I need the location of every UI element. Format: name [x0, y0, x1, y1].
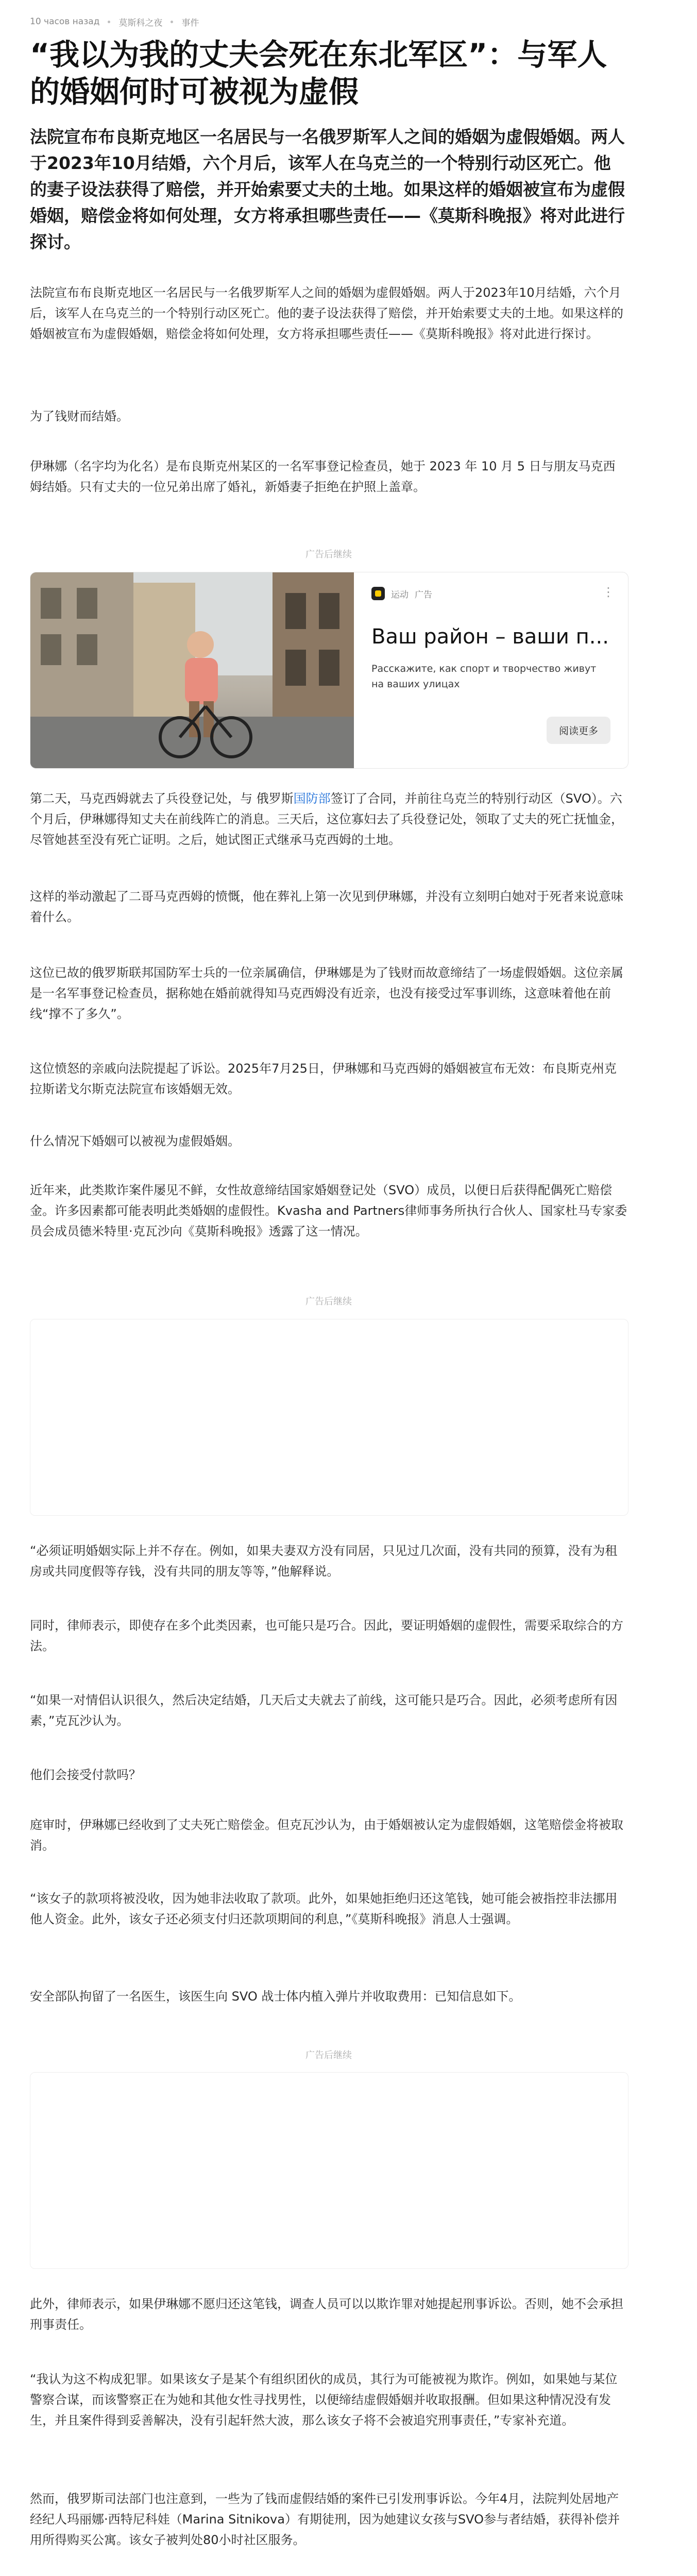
- ad-tag: 广告: [415, 589, 432, 600]
- ad-placeholder: [30, 2072, 628, 2269]
- paragraph-text: 签订了合同，并前往乌克兰的特别行动区（SVO）。六个月后，伊琳娜得知丈夫在前线阵亡的消息。三天后，这位寡妇去了兵役登记处，领取了丈夫的死亡抚恤金，尽管她甚至没有死亡证明。之后，她试图正式继承马克西姆的土地。: [30, 791, 623, 847]
- body-paragraph: [30, 788, 627, 850]
- more-dots-icon[interactable]: ⋮: [602, 585, 614, 599]
- article-lead: 法院宣布布良斯克地区一名居民与一名俄罗斯军人之间的婚姻为虚假婚姻。两人于2023年10月结婚，六个月后，该军人在乌克兰的一个特别行动区死亡。他的妻子设法获得了赔偿，并开始索要丈夫的土地。如果这样的婚姻被宣布为虚假婚姻，赔偿金将如何处理，女方将承担哪些责任——《莫斯科晚报》将对此进行探讨。: [30, 127, 625, 252]
- publish-time: 10 часов назад: [30, 16, 100, 27]
- ad-label: 广告后继续: [305, 2050, 352, 2061]
- body-paragraph: “如果一对情侣认识很久，然后决定结婚，几天后丈夫就去了前线，这可能只是巧合。因此，必须考虑所有因素，”克瓦沙认为。: [30, 1693, 618, 1728]
- ad-description: Расскажите, как спорт и творчество живут на ваших улицах: [371, 663, 597, 690]
- body-paragraph: 伊琳娜（名字均为化名）是布良斯克州某区的一名军事登记检查员，她于 2023 年 10 月 5 日与朋友马克西姆结婚。只有丈夫的一位兄弟出席了婚礼，新婚妻子拒绝在护照上盖章。: [30, 459, 616, 494]
- ad-card[interactable]: [30, 572, 628, 769]
- body-paragraph: “必须证明婚姻实际上并不存在。例如，如果夫妻双方没有同居，只见过几次面，没有共同的预算，没有为租房或共同度假等存钱，没有共同的朋友等等，”他解释说。: [30, 1544, 618, 1579]
- ad-placeholder: [30, 1319, 628, 1516]
- ad-title[interactable]: Ваш район – ваши п...: [371, 625, 609, 649]
- ad-label: 广告后继续: [305, 1296, 352, 1307]
- body-paragraph: 然而，俄罗斯司法部门也注意到，一些为了钱而虚假结婚的案件已引发刑事诉讼。今年4月，法院判处居地产经纪人玛丽娜·西特尼科娃（Marina Sitnikova）有期徒刑，因为她建议女孩与SVO参与者结婚，获得补偿并用所得购买公寓。该女子被判处80小时社区服务。: [30, 2492, 620, 2547]
- dot-separator-icon: [171, 21, 173, 23]
- ad-image[interactable]: [30, 572, 354, 768]
- body-paragraph: 庭审时，伊琳娜已经收到了丈夫死亡赔偿金。但克瓦沙认为，由于婚姻被认定为虚假婚姻，这笔赔偿金将被取消。: [30, 1818, 623, 1853]
- ad-photo-illustration: [30, 572, 354, 768]
- article-title: “我以为我的丈夫会死在东北军区”：与军人的婚姻何时可被视为虚假: [30, 37, 607, 109]
- body-paragraph: 这位愤怒的亲戚向法院提起了诉讼。2025年7月25日，伊琳娜和马克西姆的婚姻被宣布无效：布良斯克州克拉斯诺戈尔斯克法院宣布该婚姻无效。: [30, 1061, 617, 1096]
- ad-content[interactable]: [354, 572, 628, 768]
- body-paragraph: 法院宣布布良斯克地区一名居民与一名俄罗斯军人之间的婚姻为虚假婚姻。两人于2023年10月结婚，六个月后，该军人在乌克兰的一个特别行动区死亡。他的妻子设法获得了赔偿，并开始索要丈夫的土地。如果这样的婚姻被宣布为虚假婚姻，赔偿金将如何处理，女方将承担哪些责任——《莫斯科晚报》将对此进行探讨。: [30, 285, 623, 341]
- body-paragraph: 这位已故的俄罗斯联邦国防军士兵的一位亲属确信，伊琳娜是为了钱财而故意缔结了一场虚假婚姻。这位亲属是一名军事登记检查员，据称她在婚前就得知马克西姆没有近亲，也没有接受过军事训练，这意味着他在前线“撑不了多久”。: [30, 965, 623, 1021]
- ad-label: 广告后继续: [305, 549, 352, 560]
- body-paragraph: 同时，律师表示，即使存在多个此类因素，也可能只是巧合。因此，要证明婚姻的虚假性，需要采取综合的方法。: [30, 1618, 623, 1653]
- source-link[interactable]: 莫斯科之夜: [118, 18, 163, 28]
- body-paragraph: “我认为这不构成犯罪。如果该女子是某个有组织团伙的成员，其行为可能被视为欺诈。例如，如果她与某位警察合谋，而该警察正在为她和其他女性寻找男性，以便缔结虚假婚姻并收取报酬。但如果这种情况没有发生，并且案件得到妥善解决，没有引起轩然大波，那么该女子将不会被追究刑事责任，”专家补充道。: [30, 2372, 618, 2428]
- body-paragraph: 安全部队拘留了一名医生，该医生向 SVO 战士体内植入弹片并收取费用：已知信息如下。: [30, 1989, 521, 2004]
- body-paragraph: 为了钱财而结婚。: [30, 409, 129, 423]
- body-paragraph: 这样的举动激起了二哥马克西姆的愤慨，他在葬礼上第一次见到伊琳娜，并没有立刻明白她对于死者来说意味着什么。: [30, 889, 623, 924]
- ad-brand: 运动: [391, 589, 409, 600]
- article-meta: [30, 15, 627, 28]
- ad-read-more-button[interactable]: 阅读更多: [547, 717, 610, 744]
- brand-logo-icon: [371, 587, 385, 600]
- body-paragraph: 他们会接受付款吗？: [30, 1768, 141, 1782]
- body-paragraph: 此外，律师表示，如果伊琳娜不愿归还这笔钱，调查人员可以以欺诈罪对她提起刑事诉讼。否则，她不会承担刑事责任。: [30, 2297, 623, 2332]
- body-paragraph: 近年来，此类欺诈案件屡见不鲜，女性故意缔结国家婚姻登记处（SVO）成员，以便日后获得配偶死亡赔偿金。许多因素都可能表明此类婚姻的虚假性。Kvasha and Partners律师事务所执行合伙人、国家杜马专家委员会成员德米特里·克瓦沙向《莫斯科晚报》透露了这一情况。: [30, 1183, 627, 1239]
- paragraph-text: 第二天，马克西姆就去了兵役登记处，与 俄罗斯: [30, 791, 294, 806]
- ministry-of-defense-link[interactable]: 国防部: [293, 791, 331, 806]
- ad-header: [371, 587, 610, 600]
- body-paragraph: “该女子的款项将被没收，因为她非法收取了款项。此外，如果她拒绝归还这笔钱，她可能会被指控非法挪用他人资金。此外，该女子还必须支付归还款项期间的利息，”《莫斯科晚报》消息人士强调。: [30, 1891, 618, 1926]
- dot-separator-icon: [108, 21, 110, 23]
- category-link[interactable]: 事件: [181, 18, 199, 28]
- body-paragraph: 什么情况下婚姻可以被视为虚假婚姻。: [30, 1134, 240, 1148]
